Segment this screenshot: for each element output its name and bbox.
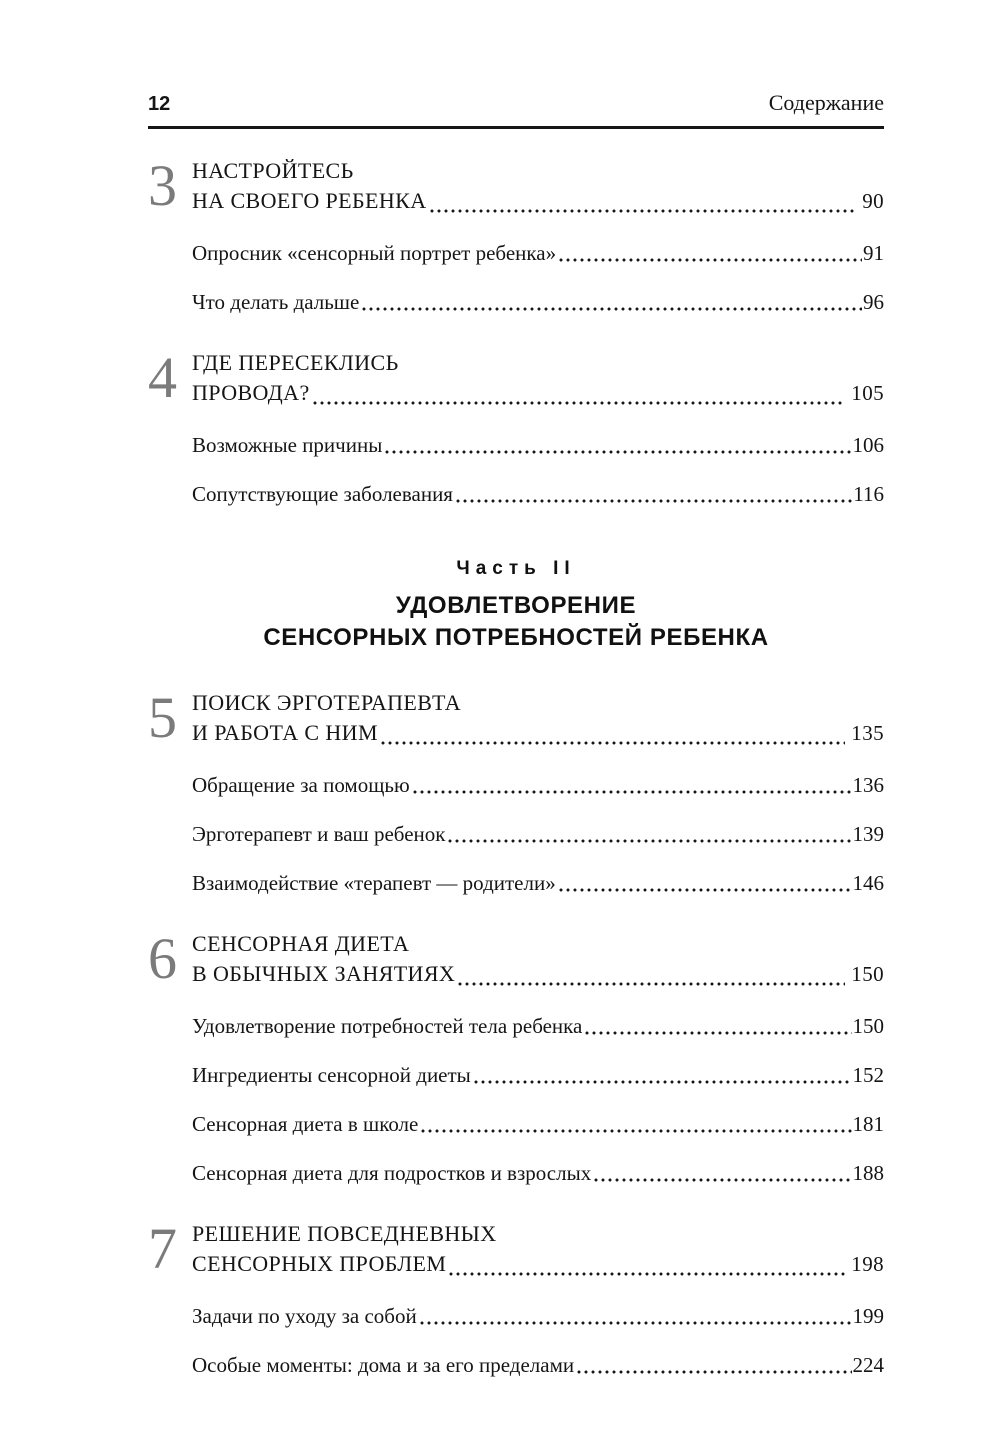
dot-leader <box>421 1129 851 1133</box>
toc-entry <box>192 1112 884 1136</box>
chapter-title-line2: НА СВОЕГО РЕБЕНКА <box>192 188 427 213</box>
toc-entry-page: 181 <box>852 1112 884 1136</box>
chapter-body <box>192 929 884 989</box>
toc-entry-page: 188 <box>852 1161 884 1185</box>
dot-leader <box>458 982 845 986</box>
dot-leader <box>448 839 851 843</box>
dot-leader <box>313 401 846 405</box>
chapter-number: 5 <box>148 685 177 750</box>
toc-chapter-6 <box>148 926 884 991</box>
toc-entry <box>192 871 884 895</box>
toc-entry-label: Взаимодействие «терапевт — родители» <box>192 871 556 895</box>
toc-entry <box>192 1014 884 1038</box>
chapter-page-number: 150 <box>851 962 884 986</box>
dot-leader <box>430 209 857 213</box>
dot-leader <box>385 450 851 454</box>
chapter-title-line2: В ОБЫЧНЫХ ЗАНЯТИЯХ <box>192 961 456 986</box>
part-title-line2: СЕНСОРНЫХ ПОТРЕБНОСТЕЙ РЕБЕНКА <box>263 624 769 651</box>
chapter-page-number: 135 <box>851 721 884 745</box>
chapter-number: 4 <box>148 345 177 410</box>
toc-entry-page: 106 <box>852 433 884 457</box>
chapter-title-row <box>192 186 884 216</box>
toc-chapter-3 <box>148 153 884 218</box>
toc-entry <box>192 1304 884 1328</box>
toc-entry-page: 116 <box>853 482 884 506</box>
chapter-title-line2: И РАБОТА С НИМ <box>192 720 378 745</box>
chapter-body <box>192 1219 884 1279</box>
toc-entry-label: Сопутствующие заболевания <box>192 482 453 506</box>
chapter-title-line1: РЕШЕНИЕ ПОВСЕДНЕВНЫХ <box>192 1221 497 1246</box>
toc-entry-page: 96 <box>863 290 884 314</box>
chapter-number: 7 <box>148 1216 177 1281</box>
toc-entry <box>192 1063 884 1087</box>
toc-entry-label: Ингредиенты сенсорной диеты <box>192 1063 471 1087</box>
toc-entry <box>192 1161 884 1185</box>
toc-entry-label: Что делать дальше <box>192 290 360 314</box>
toc-entry <box>192 773 884 797</box>
chapter-page-number: 198 <box>851 1252 884 1276</box>
chapter-number: 3 <box>148 153 177 218</box>
chapter-title-line1: НАСТРОЙТЕСЬ <box>192 158 354 183</box>
chapter-number: 6 <box>148 926 177 991</box>
chapter-body <box>192 348 884 408</box>
chapter-title-line1: СЕНСОРНАЯ ДИЕТА <box>192 931 410 956</box>
toc-chapter-4 <box>148 345 884 410</box>
dot-leader <box>381 741 845 745</box>
dot-leader <box>413 790 852 794</box>
dot-leader <box>559 258 862 262</box>
toc-entry <box>192 822 884 846</box>
toc-entry <box>192 482 884 506</box>
part-divider <box>148 558 884 654</box>
toc-chapter-5 <box>148 685 884 750</box>
toc-entry-page: 152 <box>852 1063 884 1087</box>
dot-leader <box>449 1272 845 1276</box>
toc-entry-page: 136 <box>852 773 884 797</box>
part-label: Часть II <box>456 558 576 579</box>
toc-entry-page: 199 <box>852 1304 884 1328</box>
part-title-line1: УДОВЛЕТВОРЕНИЕ <box>395 592 637 619</box>
toc-entry-label: Опросник «сенсорный портрет ребенка» <box>192 241 557 265</box>
dot-leader <box>585 1031 851 1035</box>
toc-entry <box>192 241 884 265</box>
dot-leader <box>594 1178 851 1182</box>
toc-entry-label: Возможные причины <box>192 433 383 457</box>
dot-leader <box>559 888 852 892</box>
dot-leader <box>577 1370 851 1374</box>
toc-chapter-7 <box>148 1216 884 1281</box>
toc-entry-page: 146 <box>852 871 884 895</box>
toc-entry-label: Сенсорная диета для подростков и взрослых <box>192 1161 592 1185</box>
header-rule <box>148 126 884 129</box>
chapter-title-line2: СЕНСОРНЫХ ПРОБЛЕМ <box>192 1251 447 1276</box>
toc-entry-label: Сенсорная диета в школе <box>192 1112 419 1136</box>
dot-leader <box>362 307 862 311</box>
toc-entry-page: 224 <box>852 1353 884 1377</box>
toc-entry-label: Удовлетворение потребностей тела ребенка <box>192 1014 583 1038</box>
toc-entry <box>192 1353 884 1377</box>
toc-entry-page: 150 <box>852 1014 884 1038</box>
chapter-title-line2: ПРОВОДА? <box>192 380 310 405</box>
chapter-body <box>192 156 884 216</box>
dot-leader <box>420 1321 852 1325</box>
page-title: Содержание <box>768 90 884 115</box>
chapter-body <box>192 688 884 748</box>
chapter-page-number: 105 <box>851 381 884 405</box>
toc-entry <box>192 290 884 314</box>
toc-entry-label: Обращение за помощью <box>192 773 410 797</box>
toc-entry-label: Особые моменты: дома и за его пределами <box>192 1353 575 1377</box>
toc-entry-label: Эрготерапевт и ваш ребенок <box>192 822 446 846</box>
chapter-title-row <box>192 959 884 989</box>
toc-entry-page: 139 <box>852 822 884 846</box>
chapter-title-row <box>192 718 884 748</box>
toc-entry-label: Задачи по уходу за собой <box>192 1304 417 1328</box>
chapter-page-number: 90 <box>862 189 884 213</box>
page-number: 12 <box>148 93 171 115</box>
chapter-title-row <box>192 1249 884 1279</box>
toc-entry <box>192 433 884 457</box>
chapter-title-line1: ГДЕ ПЕРЕСЕКЛИСЬ <box>192 350 399 375</box>
running-head <box>148 90 884 116</box>
toc-entry-page: 91 <box>863 241 884 265</box>
dot-leader <box>474 1080 852 1084</box>
chapter-title-row <box>192 378 884 408</box>
dot-leader <box>456 499 852 503</box>
chapter-title-line1: ПОИСК ЭРГОТЕРАПЕВТА <box>192 690 462 715</box>
